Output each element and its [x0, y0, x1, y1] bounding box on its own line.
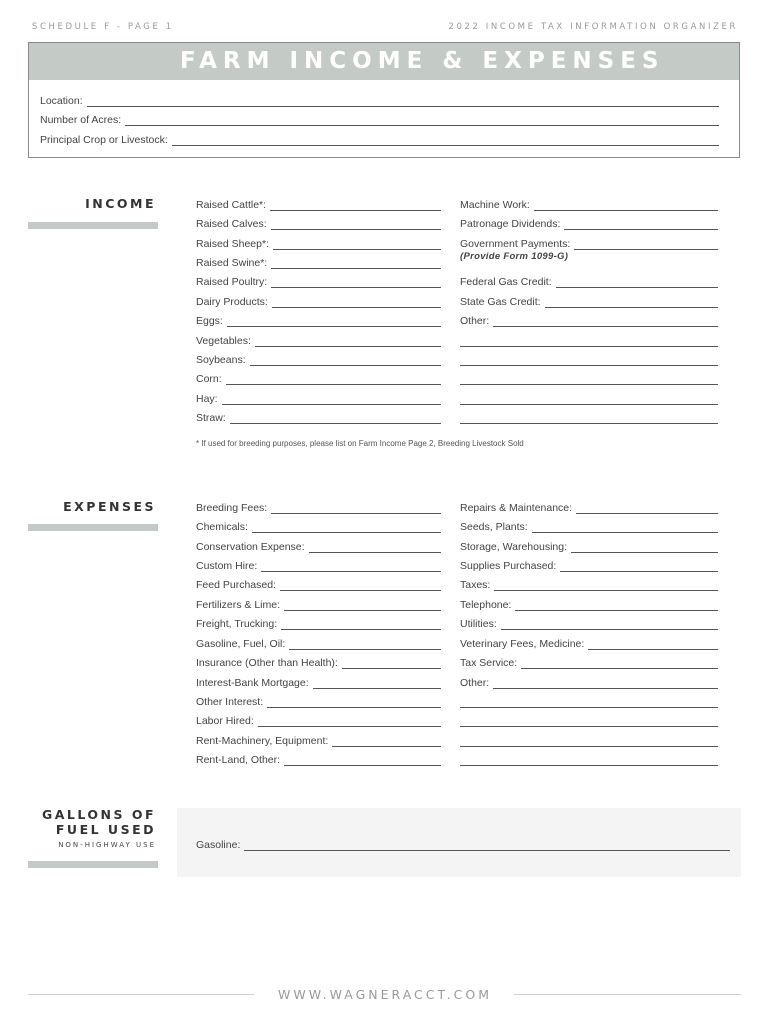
- machine-work-field[interactable]: [460, 196, 718, 211]
- patronage-dividends-label: Patronage Dividends:: [460, 218, 561, 230]
- corn-line[interactable]: [226, 373, 441, 385]
- vegetables-line[interactable]: [255, 335, 441, 347]
- chemicals-field[interactable]: [196, 518, 441, 533]
- seeds-plants-line[interactable]: [532, 521, 718, 533]
- raised-poultry-line[interactable]: [271, 276, 441, 288]
- straw-line[interactable]: [230, 412, 441, 424]
- soybeans-field[interactable]: [196, 351, 441, 366]
- blank-line-2[interactable]: [460, 351, 718, 366]
- freight-trucking-field[interactable]: [196, 615, 441, 630]
- repairs-maintenance-line[interactable]: [576, 502, 718, 514]
- blank-line-3[interactable]: [460, 732, 718, 747]
- interest-bank-mortgage-field[interactable]: [196, 674, 441, 689]
- insurance-other-than-health-line[interactable]: [342, 657, 441, 669]
- government-payments-label: Government Payments:: [460, 238, 571, 250]
- corn-field[interactable]: [196, 370, 441, 385]
- labor-hired-line[interactable]: [258, 715, 441, 727]
- feed-purchased-field[interactable]: [196, 576, 441, 591]
- eggs-field[interactable]: [196, 312, 441, 327]
- gasoline-fuel-oil-line[interactable]: [289, 638, 441, 650]
- feed-purchased-label: Feed Purchased:: [196, 579, 276, 591]
- eggs-line[interactable]: [227, 315, 441, 327]
- blank-rule[interactable]: [460, 735, 718, 747]
- fertilizers-lime-line[interactable]: [284, 599, 441, 611]
- location-field[interactable]: [40, 91, 719, 107]
- dairy-products-label: Dairy Products:: [196, 296, 268, 308]
- supplies-purchased-label: Supplies Purchased:: [460, 560, 557, 572]
- raised-calves-field[interactable]: [196, 215, 441, 230]
- blank-line-1[interactable]: [460, 332, 718, 347]
- raised-swine-label: Raised Swine*:: [196, 257, 268, 269]
- expenses-title: EXPENSES: [63, 499, 156, 514]
- acres-label: Number of Acres:: [40, 114, 122, 126]
- raised-sheep-label: Raised Sheep*:: [196, 238, 269, 250]
- other-field[interactable]: [460, 312, 718, 327]
- other-interest-line[interactable]: [267, 696, 441, 708]
- other-line[interactable]: [493, 315, 718, 327]
- federal-gas-credit-field[interactable]: [460, 273, 718, 288]
- federal-gas-credit-label: Federal Gas Credit:: [460, 276, 552, 288]
- repairs-maintenance-label: Repairs & Maintenance:: [460, 502, 573, 514]
- rent-machinery-equipment-field[interactable]: [196, 732, 441, 747]
- breeding-fees-field[interactable]: [196, 499, 441, 514]
- header-band: [29, 43, 739, 80]
- insurance-other-than-health-field[interactable]: [196, 654, 441, 669]
- other-label: Other:: [460, 677, 490, 689]
- rent-machinery-equipment-label: Rent-Machinery, Equipment:: [196, 735, 329, 747]
- raised-sheep-field[interactable]: [196, 235, 441, 250]
- storage-warehousing-field[interactable]: [460, 538, 718, 553]
- raised-poultry-label: Raised Poultry:: [196, 276, 268, 288]
- chemicals-line[interactable]: [252, 521, 441, 533]
- veterinary-fees-medicine-field[interactable]: [460, 635, 718, 650]
- dairy-products-field[interactable]: [196, 293, 441, 308]
- website-link[interactable]: WWW.WAGNERACCT.COM: [277, 987, 492, 1002]
- labor-hired-label: Labor Hired:: [196, 715, 254, 727]
- labor-hired-field[interactable]: [196, 712, 441, 727]
- fertilizers-lime-label: Fertilizers & Lime:: [196, 599, 281, 611]
- raised-sheep-line[interactable]: [273, 238, 441, 250]
- gasoline-line[interactable]: [244, 839, 730, 851]
- soybeans-line[interactable]: [250, 354, 441, 366]
- acres-line[interactable]: [125, 113, 719, 126]
- supplies-purchased-field[interactable]: [460, 557, 718, 572]
- raised-cattle-label: Raised Cattle*:: [196, 199, 267, 211]
- machine-work-line[interactable]: [534, 199, 718, 211]
- principal-crop-label: Principal Crop or Livestock:: [40, 134, 168, 146]
- blank-rule[interactable]: [460, 696, 718, 708]
- gasoline-fuel-oil-label: Gasoline, Fuel, Oil:: [196, 638, 286, 650]
- government-payments-line[interactable]: [574, 238, 718, 250]
- custom-hire-field[interactable]: [196, 557, 441, 572]
- header-box: [28, 42, 740, 158]
- rent-land-other-line[interactable]: [284, 754, 441, 766]
- location-line[interactable]: [87, 94, 719, 107]
- blank-line-5[interactable]: [460, 409, 718, 424]
- raised-cattle-line[interactable]: [270, 199, 441, 211]
- tax-service-field[interactable]: [460, 654, 718, 669]
- gasoline-field[interactable]: [196, 836, 730, 851]
- principal-crop-field[interactable]: [40, 130, 719, 146]
- gasoline-label: Gasoline:: [196, 839, 241, 851]
- form-1099g-note: (Provide Form 1099-G): [460, 251, 569, 262]
- blank-line-3[interactable]: [460, 370, 718, 385]
- income-title: INCOME: [85, 196, 156, 211]
- veterinary-fees-medicine-label: Veterinary Fees, Medicine:: [460, 638, 585, 650]
- taxes-label: Taxes:: [460, 579, 491, 591]
- raised-calves-line[interactable]: [271, 218, 441, 230]
- supplies-purchased-line[interactable]: [560, 560, 718, 572]
- breeding-fees-label: Breeding Fees:: [196, 502, 268, 514]
- conservation-expense-label: Conservation Expense:: [196, 541, 305, 553]
- blank-rule[interactable]: [460, 393, 718, 405]
- fuel-bar: [28, 861, 158, 868]
- insurance-other-than-health-label: Insurance (Other than Health):: [196, 657, 338, 669]
- custom-hire-label: Custom Hire:: [196, 560, 258, 572]
- freight-trucking-line[interactable]: [281, 618, 441, 630]
- raised-poultry-field[interactable]: [196, 273, 441, 288]
- expenses-bar: [28, 524, 158, 531]
- utilities-field[interactable]: [460, 615, 718, 630]
- blank-line-4[interactable]: [460, 390, 718, 405]
- custom-hire-line[interactable]: [261, 560, 441, 572]
- hay-field[interactable]: [196, 390, 441, 405]
- tax-service-line[interactable]: [521, 657, 718, 669]
- federal-gas-credit-line[interactable]: [556, 276, 718, 288]
- raised-swine-field[interactable]: [196, 254, 441, 269]
- raised-swine-line[interactable]: [271, 257, 441, 269]
- breeding-fees-line[interactable]: [271, 502, 441, 514]
- rent-land-other-field[interactable]: [196, 751, 441, 766]
- raised-calves-label: Raised Calves:: [196, 218, 267, 230]
- raised-cattle-field[interactable]: [196, 196, 441, 211]
- taxes-line[interactable]: [494, 579, 718, 591]
- tax-service-label: Tax Service:: [460, 657, 518, 669]
- government-payments-field[interactable]: [460, 235, 718, 250]
- conservation-expense-line[interactable]: [309, 541, 441, 553]
- other-field[interactable]: [460, 674, 718, 689]
- other-label: Other:: [460, 315, 490, 327]
- feed-purchased-line[interactable]: [280, 579, 441, 591]
- patronage-dividends-line[interactable]: [564, 218, 718, 230]
- blank-rule[interactable]: [460, 754, 718, 766]
- seeds-plants-label: Seeds, Plants:: [460, 521, 528, 533]
- conservation-expense-field[interactable]: [196, 538, 441, 553]
- fertilizers-lime-field[interactable]: [196, 596, 441, 611]
- principal-crop-line[interactable]: [172, 133, 719, 146]
- soybeans-label: Soybeans:: [196, 354, 246, 366]
- page-title: FARM INCOME & EXPENSES: [180, 48, 665, 74]
- straw-label: Straw:: [196, 412, 226, 424]
- veterinary-fees-medicine-line[interactable]: [588, 638, 718, 650]
- interest-bank-mortgage-label: Interest-Bank Mortgage:: [196, 677, 309, 689]
- vegetables-label: Vegetables:: [196, 335, 251, 347]
- freight-trucking-label: Freight, Trucking:: [196, 618, 278, 630]
- vegetables-field[interactable]: [196, 332, 441, 347]
- blank-line-2[interactable]: [460, 712, 718, 727]
- other-interest-label: Other Interest:: [196, 696, 264, 708]
- rent-land-other-label: Rent-Land, Other:: [196, 754, 281, 766]
- straw-field[interactable]: [196, 409, 441, 424]
- blank-rule[interactable]: [460, 335, 718, 347]
- corn-label: Corn:: [196, 373, 222, 385]
- state-gas-credit-line[interactable]: [545, 296, 718, 308]
- acres-field[interactable]: [40, 110, 719, 126]
- rent-machinery-equipment-line[interactable]: [332, 735, 441, 747]
- telephone-field[interactable]: [460, 596, 718, 611]
- telephone-line[interactable]: [515, 599, 718, 611]
- fuel-subtitle: NON-HIGHWAY USE: [58, 841, 156, 849]
- organizer-label: 2022 INCOME TAX INFORMATION ORGANIZER: [448, 22, 738, 32]
- interest-bank-mortgage-line[interactable]: [313, 677, 441, 689]
- other-line[interactable]: [493, 677, 718, 689]
- blank-line-4[interactable]: [460, 751, 718, 766]
- blank-line-1[interactable]: [460, 693, 718, 708]
- utilities-label: Utilities:: [460, 618, 497, 630]
- chemicals-label: Chemicals:: [196, 521, 248, 533]
- breeding-footnote: * If used for breeding purposes, please list on Farm Income Page 2, Breeding Livestock Sold: [196, 439, 524, 448]
- repairs-maintenance-field[interactable]: [460, 499, 718, 514]
- seeds-plants-field[interactable]: [460, 518, 718, 533]
- patronage-dividends-field[interactable]: [460, 215, 718, 230]
- gasoline-fuel-oil-field[interactable]: [196, 635, 441, 650]
- blank-rule[interactable]: [460, 373, 718, 385]
- blank-rule[interactable]: [460, 412, 718, 424]
- blank-rule[interactable]: [460, 715, 718, 727]
- hay-label: Hay:: [196, 393, 218, 405]
- location-label: Location:: [40, 95, 83, 107]
- storage-warehousing-line[interactable]: [571, 541, 718, 553]
- utilities-line[interactable]: [501, 618, 718, 630]
- schedule-page-label: SCHEDULE F - PAGE 1: [32, 22, 174, 32]
- hay-line[interactable]: [222, 393, 441, 405]
- state-gas-credit-label: State Gas Credit:: [460, 296, 541, 308]
- fuel-title-line1: GALLONS OF: [41, 807, 156, 822]
- dairy-products-line[interactable]: [272, 296, 441, 308]
- state-gas-credit-field[interactable]: [460, 293, 718, 308]
- other-interest-field[interactable]: [196, 693, 441, 708]
- blank-rule[interactable]: [460, 354, 718, 366]
- taxes-field[interactable]: [460, 576, 718, 591]
- telephone-label: Telephone:: [460, 599, 512, 611]
- income-bar: [28, 222, 158, 229]
- storage-warehousing-label: Storage, Warehousing:: [460, 541, 568, 553]
- eggs-label: Eggs:: [196, 315, 223, 327]
- machine-work-label: Machine Work:: [460, 199, 530, 211]
- fuel-title-line2: FUEL USED: [55, 822, 156, 837]
